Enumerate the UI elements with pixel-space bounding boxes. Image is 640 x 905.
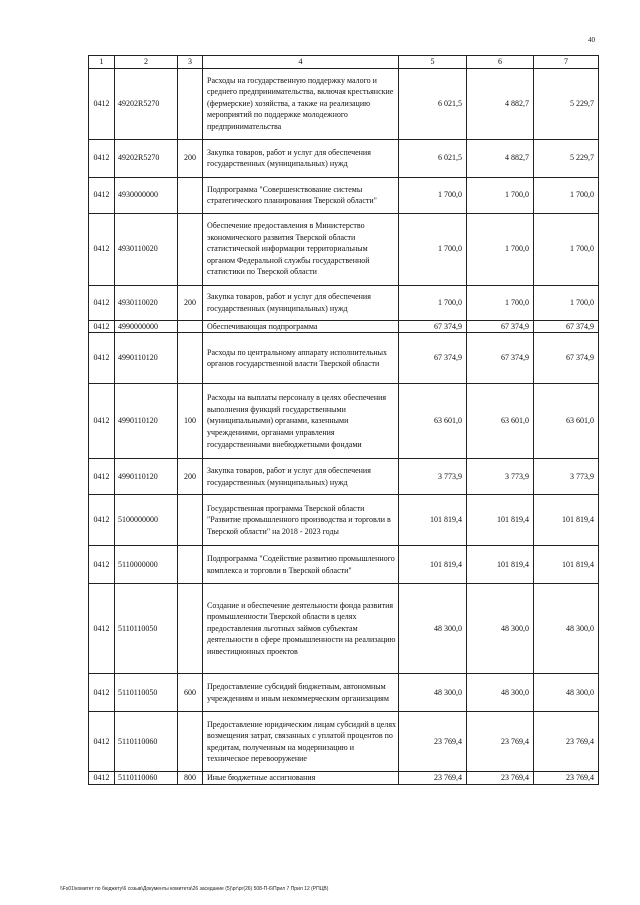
amount-year-1: 1 700,0 (399, 177, 467, 213)
table-row (89, 584, 599, 674)
amount-year-3: 5 229,7 (534, 68, 599, 139)
table-row (89, 333, 599, 384)
section-code: 0412 (89, 674, 115, 712)
section-code: 0412 (89, 320, 115, 333)
target-article-code: 4990110120 (115, 384, 178, 459)
amount-year-1: 1 700,0 (399, 213, 467, 285)
amount-year-2: 67 374,9 (467, 333, 534, 384)
item-description: Закупка товаров, работ и услуг для обеспечения государственных (муниципальных) нужд (203, 285, 399, 320)
budget-table (88, 55, 599, 785)
table-row (89, 177, 599, 213)
expense-type-code (178, 495, 203, 546)
expense-type-code: 200 (178, 139, 203, 177)
expense-type-code: 200 (178, 285, 203, 320)
amount-year-3: 63 601,0 (534, 384, 599, 459)
expense-type-code (178, 333, 203, 384)
amount-year-1: 48 300,0 (399, 584, 467, 674)
target-article-code: 5110000000 (115, 546, 178, 584)
amount-year-1: 23 769,4 (399, 772, 467, 785)
amount-year-3: 101 819,4 (534, 546, 599, 584)
amount-year-1: 67 374,9 (399, 333, 467, 384)
expense-type-code (178, 68, 203, 139)
target-article-code: 4990110120 (115, 459, 178, 495)
expense-type-code: 800 (178, 772, 203, 785)
amount-year-3: 67 374,9 (534, 333, 599, 384)
amount-year-2: 3 773,9 (467, 459, 534, 495)
expense-type-code (178, 320, 203, 333)
amount-year-2: 1 700,0 (467, 285, 534, 320)
item-description: Закупка товаров, работ и услуг для обеспечения государственных (муниципальных) нужд (203, 459, 399, 495)
amount-year-3: 67 374,9 (534, 320, 599, 333)
section-code: 0412 (89, 772, 115, 785)
target-article-code: 5110110060 (115, 772, 178, 785)
table-row (89, 459, 599, 495)
amount-year-3: 48 300,0 (534, 674, 599, 712)
expense-type-code (178, 213, 203, 285)
section-code: 0412 (89, 546, 115, 584)
section-code: 0412 (89, 584, 115, 674)
expense-type-code: 600 (178, 674, 203, 712)
section-code: 0412 (89, 333, 115, 384)
amount-year-1: 101 819,4 (399, 495, 467, 546)
amount-year-3: 1 700,0 (534, 213, 599, 285)
amount-year-2: 101 819,4 (467, 546, 534, 584)
section-code: 0412 (89, 213, 115, 285)
table-row (89, 139, 599, 177)
amount-year-3: 1 700,0 (534, 285, 599, 320)
target-article-code: 4990000000 (115, 320, 178, 333)
amount-year-1: 63 601,0 (399, 384, 467, 459)
item-description: Расходы на выплаты персоналу в целях обеспечения выполнения функций государственными (муниципальными) органами, казенными учреждениями, органами управления государственными внебюджетными фондами (203, 384, 399, 459)
item-description: Расходы по центральному аппарату исполнительных органов государственной власти Тверской области (203, 333, 399, 384)
header-col-7: 7 (534, 56, 599, 69)
target-article-code: 4930110020 (115, 213, 178, 285)
section-code: 0412 (89, 712, 115, 772)
target-article-code: 49202R5270 (115, 139, 178, 177)
header-col-4: 4 (203, 56, 399, 69)
amount-year-3: 23 769,4 (534, 712, 599, 772)
amount-year-2: 48 300,0 (467, 584, 534, 674)
section-code: 0412 (89, 139, 115, 177)
amount-year-2: 1 700,0 (467, 213, 534, 285)
amount-year-1: 101 819,4 (399, 546, 467, 584)
amount-year-1: 6 021,5 (399, 139, 467, 177)
amount-year-1: 1 700,0 (399, 285, 467, 320)
budget-table-container (88, 55, 598, 785)
item-description: Подпрограмма "Содействие развитию промышленного комплекса и торговли в Тверской области" (203, 546, 399, 584)
section-code: 0412 (89, 495, 115, 546)
target-article-code: 5110110050 (115, 584, 178, 674)
header-row (89, 56, 599, 69)
amount-year-3: 48 300,0 (534, 584, 599, 674)
amount-year-1: 6 021,5 (399, 68, 467, 139)
item-description: Подпрограмма "Совершенствование системы стратегического планирования Тверской области" (203, 177, 399, 213)
section-code: 0412 (89, 68, 115, 139)
table-body (89, 68, 599, 784)
item-description: Расходы на государственную поддержку малого и среднего предпринимательства, включая крестьянские (фермерские) хозяйства, а также на реализацию мероприятий по поддержке молодежного предпринимательства (203, 68, 399, 139)
amount-year-3: 3 773,9 (534, 459, 599, 495)
amount-year-2: 1 700,0 (467, 177, 534, 213)
amount-year-2: 23 769,4 (467, 772, 534, 785)
item-description: Предоставление юридическим лицам субсидий в целях возмещения затрат, связанных с уплатой процентов по кредитам, полученным на модернизацию и техническое перевооружение (203, 712, 399, 772)
amount-year-1: 48 300,0 (399, 674, 467, 712)
target-article-code: 4990110120 (115, 333, 178, 384)
header-col-6: 6 (467, 56, 534, 69)
amount-year-2: 48 300,0 (467, 674, 534, 712)
item-description: Создание и обеспечение деятельности фонда развития промышленности Тверской области в целях предоставления льготных займов субъектам деятельности в сфере промышленности на реализацию инвестиционных проектов (203, 584, 399, 674)
item-description: Закупка товаров, работ и услуг для обеспечения государственных (муниципальных) нужд (203, 139, 399, 177)
footer-file-path: \\Fs01\комитет по бюджету\6 созыв\Документы комитета\26 заседание (5)\рг\рг(26) 508-П-6\Прил 7 Прил 12 (РПЦВ) (60, 886, 329, 892)
target-article-code: 4930000000 (115, 177, 178, 213)
target-article-code: 5110110060 (115, 712, 178, 772)
expense-type-code (178, 177, 203, 213)
header-col-1: 1 (89, 56, 115, 69)
amount-year-3: 1 700,0 (534, 177, 599, 213)
target-article-code: 4930110020 (115, 285, 178, 320)
amount-year-2: 4 882,7 (467, 68, 534, 139)
amount-year-3: 101 819,4 (534, 495, 599, 546)
section-code: 0412 (89, 459, 115, 495)
amount-year-2: 67 374,9 (467, 320, 534, 333)
amount-year-2: 23 769,4 (467, 712, 534, 772)
header-col-2: 2 (115, 56, 178, 69)
table-row (89, 68, 599, 139)
item-description: Иные бюджетные ассигнования (203, 772, 399, 785)
amount-year-2: 63 601,0 (467, 384, 534, 459)
table-row (89, 712, 599, 772)
amount-year-1: 67 374,9 (399, 320, 467, 333)
amount-year-3: 5 229,7 (534, 139, 599, 177)
expense-type-code: 200 (178, 459, 203, 495)
table-row (89, 213, 599, 285)
expense-type-code: 100 (178, 384, 203, 459)
expense-type-code (178, 584, 203, 674)
section-code: 0412 (89, 177, 115, 213)
amount-year-2: 4 882,7 (467, 139, 534, 177)
expense-type-code (178, 546, 203, 584)
amount-year-1: 3 773,9 (399, 459, 467, 495)
table-row (89, 384, 599, 459)
page-number: 40 (588, 36, 595, 44)
amount-year-2: 101 819,4 (467, 495, 534, 546)
amount-year-1: 23 769,4 (399, 712, 467, 772)
header-col-5: 5 (399, 56, 467, 69)
item-description: Обеспечивающая подпрограмма (203, 320, 399, 333)
target-article-code: 5110110050 (115, 674, 178, 712)
table-row (89, 674, 599, 712)
target-article-code: 5100000000 (115, 495, 178, 546)
section-code: 0412 (89, 285, 115, 320)
table-row (89, 320, 599, 333)
table-row (89, 546, 599, 584)
item-description: Обеспечение предоставления в Министерство экономического развития Тверской области статистической информации территориальным органом Федеральной службы государственной статистики по Тверской области (203, 213, 399, 285)
target-article-code: 49202R5270 (115, 68, 178, 139)
expense-type-code (178, 712, 203, 772)
section-code: 0412 (89, 384, 115, 459)
amount-year-3: 23 769,4 (534, 772, 599, 785)
item-description: Предоставление субсидий бюджетным, автономным учреждениям и иным некоммерческим организациям (203, 674, 399, 712)
table-row (89, 495, 599, 546)
item-description: Государственная программа Тверской области "Развитие промышленного производства и торговли в Тверской области" на 2018 - 2023 годы (203, 495, 399, 546)
table-row (89, 772, 599, 785)
header-col-3: 3 (178, 56, 203, 69)
table-row (89, 285, 599, 320)
